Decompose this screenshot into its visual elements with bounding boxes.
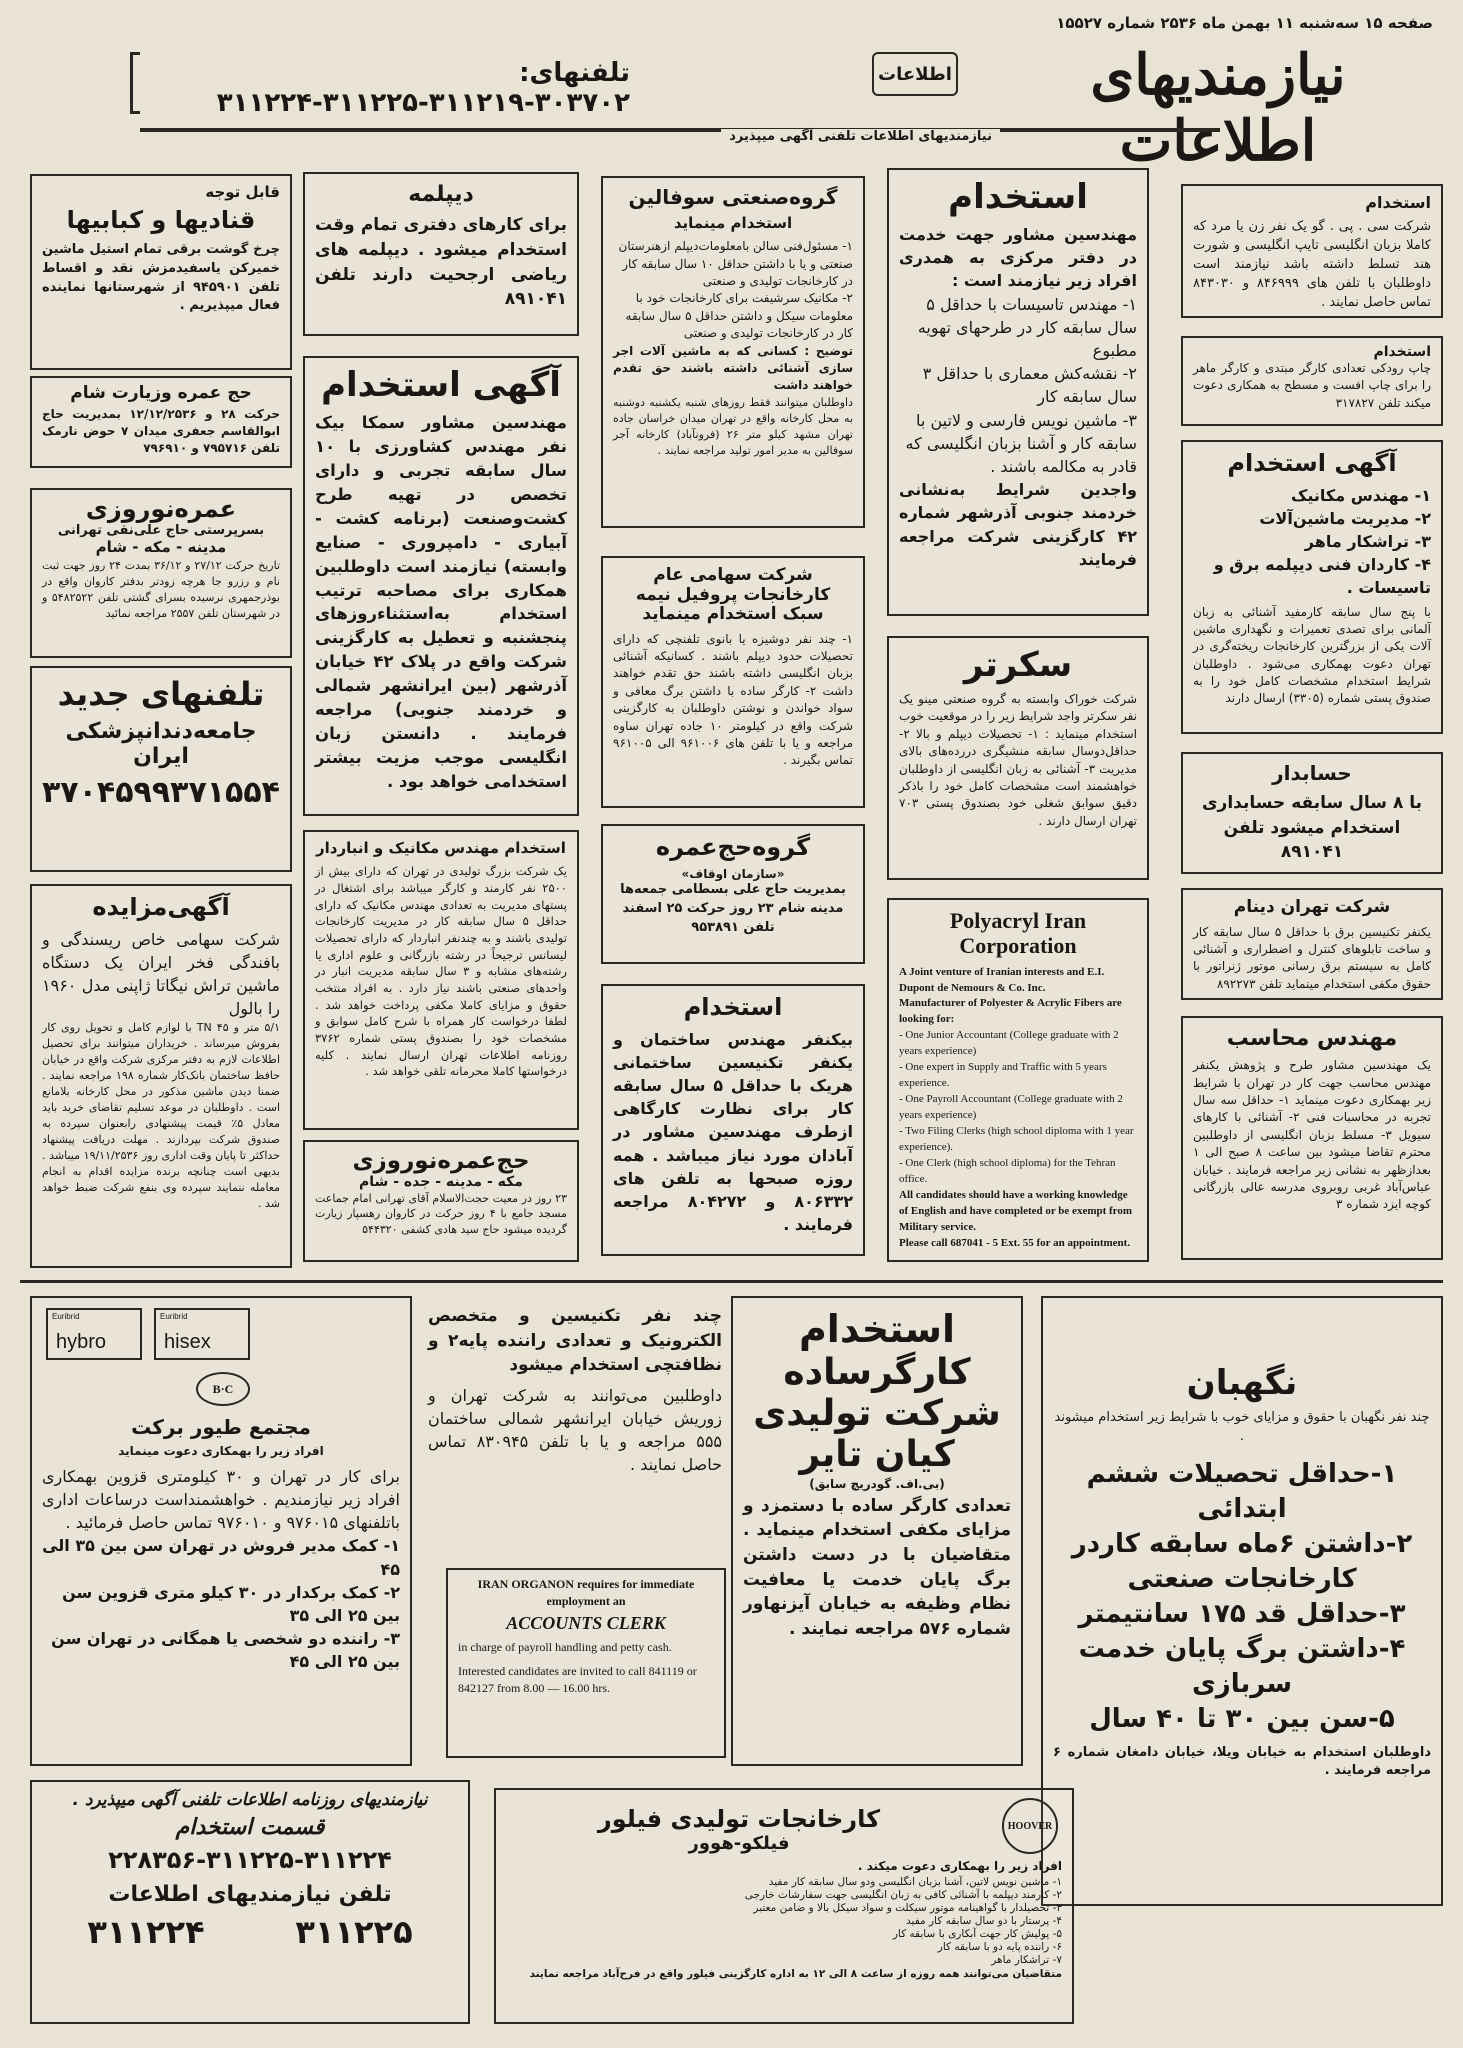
ad-profile-body: ۱- چند نفر دوشیزه یا بانوی تلفنچی که دارای تحصیلات حدود دیپلم باشند . کسانیکه آشنائی بزبان انگلیسی داشته باشند حق تقدم خواهند داشت ۲- کارگر ساده با داشتن برگ معافی و سواد خواندن و نوشتن داوطلبان به کارگزینی شرکت واقع در کیلومتر ۱۰ جاده تهران ساوه مراجعه و یا با تلفن های ۹۶۱۰۰۶ الی ۹۶۱۰۰۵ تماس بگیرند . <box>613 631 853 768</box>
hisex-brand-label: Euribrid <box>160 1312 188 1321</box>
list-item: ۳- تحصیلدار با گواهینامه موتور سیکلت و سواد سیکل بالا و ضامن معتبر <box>753 1901 1062 1914</box>
list-item: ۲- کارمند دیپلمه با آشنائی کافی به زبان انگلیسی جهت سفارشات خارجی <box>744 1888 1062 1901</box>
ad-print-body: چاپ رودکی تعدادی کارگر مبتدی و کارگر ماهر را برای چاپ افست و مسطح به همکاری دعوت میکند تلفن ۳۱۷۸۲۷ <box>1193 361 1431 410</box>
list-item: ۵-سن بین ۳۰ تا ۴۰ سال <box>1089 1704 1395 1735</box>
ad-ccg-hiring <box>1181 184 1443 318</box>
list-item: - One expert in Supply and Traffic with 5 years experience. <box>899 1061 1107 1090</box>
ad-auction-lead: شرکت سهامی خاص ریسندگی و بافندگی فخر ایران یک دستگاه ماشین تراش نیگاتا ژاپنی مدل ۱۹۶۰ را بالول <box>42 929 280 1019</box>
ad-sofalin-note: توضیح : کسانی که به ماشین آلات اجر سازی آشنائی داشته باشند حق تقدم خواهند داشت <box>613 343 853 393</box>
ad-estekhdam-abadan-body: بیکنفر مهندس ساختمان و یکنفر تکنیسین ساختمانی هریک با حداقل ۵ سال سابقه کار برای نظارت کارگاهی ازطرف مهندسین مشاور در آبادان مورد نیاز میباشد . همه روزه صبحها به تلفن های ۸۰۶۳۳۲ و ۸۰۴۲۷۲ مراجعه فرمایند . <box>613 1029 853 1235</box>
ad-organon-role: ACCOUNTS CLERK <box>506 1612 666 1633</box>
hoover-logo-icon <box>1002 1798 1058 1854</box>
list-item: ۱- مهندس تاسیسات با حداقل ۵ سال سابقه کار در طرحهای تهویه مطبوع <box>917 294 1137 361</box>
ad-polyacryl-call: Please call 687041 - 5 Ext. 55 for an appointment. <box>899 1236 1131 1249</box>
ad-hajj-group-sub: «سازمان اوقاف» <box>681 866 785 881</box>
list-item: ۳- راننده دو شخصی یا همگانی در تهران سن بین ۲۵ الی ۴۵ <box>51 1629 400 1672</box>
ad-guard-items <box>1053 1457 1431 1738</box>
masthead-subline <box>140 128 1220 146</box>
ad-guard-sub: چند نفر نگهبان با حقوق و مزایای خوب با شرایط زیر استخدام میشوند . <box>1054 1410 1430 1444</box>
hoover-logo-text: HOOVER <box>1007 1820 1053 1832</box>
ad-hajj-group <box>601 824 865 964</box>
ad-omre-norouzi-route: مدینه - مکه - شام <box>95 537 227 556</box>
masthead-title: نیازمندیهای اطلاعات <box>1090 42 1346 174</box>
ad-phones-numbers: ۲۲۸۳۵۶-۳۱۱۲۲۵-۳۱۱۲۲۴ <box>108 1845 392 1874</box>
list-item: ۵- پولیش کار جهت آبکاری با سابقه کار <box>892 1928 1062 1941</box>
ad-sofalin-sub: استخدام مینماید <box>673 214 793 232</box>
ad-hajj-sham <box>30 376 292 468</box>
hisex-logo <box>154 1308 250 1360</box>
ad-kaboli-body: چرخ گوشت برقی تمام استیل ماشین خمیرکن یاسفیدمزش نقد و اقساط تلفن ۹۴۵۹۰۱ از شهرستانها نماینده فعال میپذیریم . <box>42 241 280 314</box>
ad-estekhdam-main-intro: مهندسین مشاور جهت خدمت در دفتر مرکزی به همدری افراد زیر نیازمند است : <box>899 225 1137 291</box>
list-item: - One Junior Accountant (College graduate with 2 years experience) <box>899 1029 1119 1058</box>
list-item: ۱- کمک مدیر فروش در تهران سن بین ۳۵ الی ۴۵ <box>42 1536 400 1579</box>
ad-hajj-group-body: بمدیریت حاج علی بسطامی جمعه‌ها مدینه‌ شام ۲۳ روز حرکت ۲۵ اسفند تلفن ۹۵۳۸۹۱ <box>620 882 846 936</box>
ad-guard-title: نگهبان <box>1186 1363 1298 1403</box>
ad-electronic-title: چند نفر تکنیسین و متخصص الکترونیک و تعدادی راننده پایه۲ و نظافتچی استخدام میشود <box>428 1306 722 1376</box>
ad-estekhdam-main-outro: واجدین شرایط به‌نشانی خردمند جنوبی آذرشهر شماره ۴۲ کارگزینی شرکت مراجعه فرمایند <box>899 480 1137 569</box>
ad-filvar-outro: متقاضیان می‌توانند همه روزه از ساعت ۸ الی ۱۲ به اداره کارگزینی فیلور واقع در فرح‌آباد مراجعه نمایند <box>529 1967 1062 1980</box>
list-item: - One Payroll Accountant (College graduate with 2 years experience) <box>899 1093 1123 1122</box>
ad-kaboli <box>30 174 292 370</box>
ad-diploma <box>303 172 579 336</box>
ad-phones-num2: ۳۱۱۲۲۴ <box>87 1913 205 1952</box>
list-item: - Two Filing Clerks (high school diploma with 1 year experience). <box>899 1124 1134 1153</box>
list-item: ۱- ماشین نویس لاتین، آشنا بزبان انگلیسی ودو سال سابقه کار مفید <box>768 1875 1062 1888</box>
ad-estekhdam-main <box>887 168 1149 616</box>
ad-polyacryl <box>887 898 1149 1262</box>
list-item: ۳- ماشین نویس فارسی و لاتین با سابقه کار و آشنا بزبان انگلیسی که قادر به مکالمه باشند . <box>905 410 1137 476</box>
ad-filvar-title: کارخانجات تولیدی فیلور <box>597 1805 881 1833</box>
ad-phones-title: نیازمندیهای روزنامه اطلاعات تلفنی آگهی میپذیرد . <box>72 1790 428 1810</box>
list-item: ۶- راننده پایه دو با سابقه کار <box>937 1941 1062 1954</box>
list-item: ۱-حداقل تحصیلات ششم ابتدائی <box>1086 1458 1398 1524</box>
ad-auction <box>30 884 292 1268</box>
ad-organon-call: Interested candidates are invited to call 841119 or 842127 from 8.00 — 16.00 hrs. <box>458 1663 697 1696</box>
ad-dental-title: تلفنهای جدید <box>57 675 265 713</box>
ad-kian-body: تعدادی کارگر ساده با دستمزد و مزایای مکفی استخدام مینماید . متقاضیان با در دست داشتن برگ پایان خدمت یا معافیت نظام وظیفه به خیابان آیزنهاور شماره ۵۷۶ مراجعه نمایند . <box>743 1495 1011 1639</box>
ad-mohasseb-body: یک مهندسین مشاور طرح و پژوهش یکنفر مهندس محاسب جهت کار در تهران با شرایط زیر بهمکاری دعوت مینماید ۱- حداقل سه سال تجربه در محاسبات فنی ۲- آشنائی با کارهای سیویل ۳- مسلط بزبان انگلیسی از داوطلبین محترم تقاضا میشود بین ساعت ۸ صبح الی ۱ بعدازظهر به نشانی زیر مراجعه فرمایند . خیابان عباس‌آباد غربی روبروی مدرسه عالی بازرگانی کوچه ایزد شماره ۳ <box>1193 1058 1431 1212</box>
list-item: ۷- تراشکار ماهر <box>991 1954 1062 1967</box>
ad-omre-norouzi <box>30 488 292 658</box>
hisex-brand: hisex <box>164 1331 211 1353</box>
ad-polyacryl-items <box>899 1028 1137 1187</box>
ad-hybro-items <box>42 1534 400 1673</box>
ad-organon-body: in charge of payroll handling and petty cash. <box>458 1640 672 1655</box>
list-item: ۲- کمک برکدار در ۳۰ کیلو متری قزوین سن بین ۲۵ الی ۳۵ <box>62 1582 400 1625</box>
ad-hybro-tag: افراد زیر را بهمکاری دعوت مینماید <box>118 1444 324 1458</box>
ad-polyacryl-looking: Manufacturer of Polyester & Acrylic Fibers are looking for: <box>899 997 1122 1026</box>
ad-organon <box>446 1568 726 1758</box>
hybro-brand: hybro <box>56 1331 107 1353</box>
ad-filvar-intro: افراد زیر را بهمکاری دعوت میکند . <box>857 1859 1062 1874</box>
ad-dental <box>30 666 292 872</box>
list-item: ۲- مکانیک سرشیفت برای کارخانجات خود با معلومات سیکل و داشتن حداقل ۵ سال سابقه کار در کارخانجات تولیدی و صنعتی <box>625 291 853 341</box>
ad-hajj-group-title: گروه‌حج‌عمره <box>655 833 811 861</box>
ad-estekhdam-abadan <box>601 984 865 1256</box>
section-divider <box>20 1280 1443 1283</box>
ad-anbardar-title: استخدام مهندس مکانیک و انباردار <box>316 839 566 857</box>
ad-dinam-body: یکنفر تکنیسین برق با حداقل ۵ سال سابقه کار و ساخت تابلوهای کنترل و اضطراری و آشنائی کامل به سیستم برق رسانی موتور ژنراتور با حقوق مکفی استخدام مینماید تلفن ۸۹۲۲۷۳ <box>1193 924 1431 991</box>
ad-phones-bottom-row <box>42 1913 458 1951</box>
ad-dinam-title: شرکت تهران دینام <box>1233 897 1391 917</box>
header-phones-bracket <box>130 52 140 114</box>
ad-phones-label: تلفن نیازمندیهای اطلاعات <box>108 1881 392 1907</box>
ad-guard <box>1041 1296 1443 1906</box>
ad-secretary-body: شرکت خوراک وابسته به گروه صنعتی مینو یک نفر سکرتر واجد شرایط زیر را در موقعیت خوب استخدام مینماید : ۱- تحصیلات دیپلم و بالا ۲- حداقل‌دوسال سابقه منشیگری دررده‌های بالای مدیریت ۳- آشنائی به زبان انگلیسی از داوطلبان خواهشمند است مشخصات کامل خود را باذکر دقیق سوابق شغلی خود بصندوق پستی ۷۰۳ تهران ارسال دارند . <box>899 692 1137 828</box>
ad-estekhdam-abadan-title: استخدام <box>683 993 783 1021</box>
ad-diploma-title: دیپلمه <box>408 182 474 207</box>
ad-ccg-body: شرکت سی . پی . گو یک نفر زن یا مرد که کاملا بزبان انگلیسی تایپ انگلیسی و شورت هند تسلط داشته باشد نیازمند است داوطلبان با تلفن های ۸۴۶۹۹۹ و ۸۴۳۰۳۰ تماس حاصل نمایند . <box>1193 219 1431 310</box>
ad-agahi-right <box>1181 440 1443 734</box>
ad-diploma-body: برای کارهای دفتری تمام وقت استخدام میشود . دیپلمه های ریاضی ارجحیت دارند تلفن ۸۹۱۰۴۱ <box>315 215 567 310</box>
ad-agahi-right-title: آگهی استخدام <box>1227 449 1397 477</box>
ad-hesabdar-title: حسابدار <box>1272 761 1352 785</box>
ad-phones-num1: ۳۱۱۲۲۵ <box>295 1913 413 1952</box>
list-item: ۴- پرستار با دو سال سابقه کار مفید <box>906 1915 1062 1928</box>
ad-kian-title: استخدام <box>798 1307 956 1351</box>
ad-agahi-right-body: با پنج سال سابقه کارمفید آشنائی به زبان آلمانی برای تصدی تعمیرات و نگهداری ماشین آلات یکی از بزرگترین کارخانجات ریخته‌گری در تهران دعوت بهمکاری می‌شود . داوطلبان شرایط استخدام مشخصات کامل خود را به صندوق پستی شماره (۳۳۰۵) ارسال دارند <box>1193 604 1431 706</box>
list-item: ۲- نقشه‌کش معماری با حداقل ۳ سال سابقه کار <box>922 364 1137 407</box>
ad-auction-body: ۵/۱ متر و ۴۵ TN با لوازم کامل و تحویل روی کار بفروش میرساند . خریداران میتوانند برای تحصیل اطلاعات لازم به دفتر مرکزی شرکت واقع در خیابان حافظ ساختمان بانک‌کار شماره ۱۹۸ مراجعه نمایند . ضمنا دیدن ماشین مذکور در محل کارخانه بلامانع است . داوطلبان در موعد تسلیم تقاضای خرید باید معادل ۵٪ قیمت پیشنهادی رابعنوان سپرده به صندوق شرکت بپردازند . مهلت دریافت پیشنهاد حداکثر تا پایان وقت اداری روز ۱۹/۱۱/۲۵۳۶ میباشد . بدیهی است چنانچه برنده مزایده اقدام به انجام معامله ننمایند سپرده وی بنفع شرکت ضبط خواهد شد . <box>42 1021 281 1210</box>
list-item: ۴-داشتن برگ پایان خدمت سربازی <box>1078 1634 1406 1700</box>
list-item: - One Clerk (high school diploma) for the Tehran office. <box>899 1156 1116 1185</box>
ad-auction-title: آگهی‌مزایده <box>92 893 230 921</box>
ad-guard-outro: داوطلبان استخدام به خیابان ویلا، خیابان دامغان شماره ۶ مراجعه فرمایند . <box>1053 1744 1431 1779</box>
ad-kian-sub1: کارگرساده <box>783 1351 971 1393</box>
ad-secretary <box>887 636 1149 880</box>
ad-dental-sub: جامعه‌دندانپزشکی ایران <box>65 718 257 770</box>
list-item: ۱- مسئول‌فنی سالن بامعلومات‌دیپلم ازهنرستان صنعتی و یا با داشتن حداقل ۱۰ سال سابقه کار در کارخانجات تولیدی و صنعتی <box>618 239 853 289</box>
ad-kian-sub2: شرکت تولیدی <box>753 1393 1001 1435</box>
list-item: ۳- تراشکار ماهر <box>1304 531 1431 551</box>
ad-hybro-body: برای کار در تهران و ۳۰ کیلومتری قزوین بهمکاری افراد زیر نیازمندیم . خواهشمنداست درساعات اداری باتلفنهای ۹۷۶۰۱۵ و ۹۷۶۰۱۰ تماس حاصل فرمائید . <box>42 1466 401 1533</box>
ad-mohasseb-title: مهندس محاسب <box>1226 1026 1398 1051</box>
list-item: ۲-داشتن ۶ماه سابقه‌ کاردر کارخانجات صنعتی <box>1071 1528 1413 1595</box>
ad-profile-title: شرکت سهامی عام کارخانجات پروفیل نیمه سبک استخدام مینماید <box>635 565 831 625</box>
ad-print-title: استخدام <box>1373 344 1431 360</box>
ad-print-hiring <box>1181 336 1443 426</box>
ad-estekhdam-main-title: استخدام <box>948 177 1088 217</box>
ad-hybro <box>30 1296 412 1766</box>
ad-agahi-right-items <box>1193 484 1431 600</box>
ad-phones <box>30 1780 470 2024</box>
ad-filvar-sub: فیلکو-هوور <box>688 1832 790 1854</box>
ad-polyacryl-title: Polyacryl Iran Corporation <box>949 908 1087 959</box>
ad-simka-title: آگهی استخدام <box>321 365 561 405</box>
page-info: صفحه ۱۵ سه‌شنبه ۱۱ بهمن ماه ۲۵۳۶ شماره ۱۵۵۲۷ <box>1056 14 1433 32</box>
header-phones: تلفنهای: ۳۰۳۷۰۲-۳۱۱۲۱۹-۳۱۱۲۲۵-۳۱۱۲۲۴ <box>216 58 630 118</box>
ad-omre-norouzi-title: عمره‌نوروزی <box>85 495 237 523</box>
ad-hybro-company: مجتمع طیور برکت <box>131 1415 311 1439</box>
ad-simka <box>303 356 579 816</box>
ad-hajj-norouzi-body: ۲۳ روز در معیت حجت‌الاسلام آقای تهرانی امام جماعت مسجد جامع با ۴ روز حرکت در کاروان رهسپار زیارت گردیده میشود حاج سید هادی کشفی ۵۴۴۳۲۰ <box>315 1191 567 1237</box>
ad-hajj-norouzi-sub: مکه - مدینه - جده - شام <box>359 1174 523 1191</box>
list-item: ۱- مهندس مکانیک <box>1290 485 1431 505</box>
ad-hesabdar-body: با ۸ سال سابقه حسابداری استخدام میشود تلفن ۸۹۱۰۴۱ <box>1201 793 1423 863</box>
ad-filvar-items <box>506 1876 1062 1968</box>
ad-estekhdam-main-items <box>899 293 1137 479</box>
ad-dinam <box>1181 888 1443 1000</box>
ad-anbardar-body: یک شرکت بزرگ تولیدی در تهران که دارای بیش از ۲۵۰۰ نفر کارمند و کارگر میباشد برای اشتغال در پستهای مدیریت به تعدادی مهندس مکانیک که دارای حداقل ۵ سال سابقه کار در مدیریت کارخانجات تولیدی باشند و به چندنفر انباردار که دارای تحصیلات لیسانس ترجیحاً در رشته بازرگانی و علوم اداری یا رشته‌های مشابه و ۳ سال سابقه مدیریت انبار در واحد‌های صنعتی باشند نیاز دارد . به افراد منتخب حقوق و مزایای کاملا مکفی پرداخت خواهد شد . لطفا درخواست کار همراه با شرح کامل سوابق و مشخصات خود را بصندوق پستی شماره ۳۷۶۲ روزنامه اطلاعات تهران ارسال نمایند . کلیه درخواستها کاملا محرمانه تلقی خواهد شد . <box>315 864 567 1079</box>
ad-polyacryl-note: All candidates should have a working knowledge of English and have completed or be exempt from Military service. <box>899 1188 1133 1233</box>
ad-sofalin <box>601 176 865 528</box>
ad-kian-note: (بی.اف. گودریچ سابق) <box>809 1476 945 1491</box>
ad-filvar <box>494 1788 1074 2024</box>
ad-organon-title: IRAN ORGANON requires for immediate employment an <box>477 1577 695 1609</box>
list-item: ۳-حداقل قد ۱۷۵ سانتیمتر <box>1078 1599 1406 1630</box>
logo-text: اطلاعات <box>878 63 952 85</box>
ad-kian-sub3: کیان تایر <box>799 1434 955 1476</box>
ad-kaboli-title: قابل توجه <box>205 183 280 201</box>
hybro-brand-label: Euribrid <box>52 1312 80 1321</box>
bc-logo-icon <box>196 1372 250 1406</box>
ad-hesabdar <box>1181 752 1443 874</box>
ad-sofalin-title: گروه‌صنعتی سوفالین <box>628 185 838 209</box>
ad-hajj-sham-title: حج عمره وزیارت شام <box>70 383 252 403</box>
bc-logo-text: B·C <box>212 1381 234 1396</box>
list-item: ۲- مدیریت ماشین‌آلات <box>1259 508 1431 528</box>
ad-sofalin-outro: داوطلبان میتوانند فقط روزهای شنبه یکشنبه دوشنبه به محل کارخانه واقع در تهران میدان خراسان جاده تهران مشهد کیلو متر ۲۶ (فرونآباد) کارخانه آجر سوفالین به مدیر امور تولید مراجعه نمایند . <box>613 395 853 457</box>
ad-mohasseb <box>1181 1016 1443 1260</box>
ad-hajj-sham-body: حرکت ۲۸ و ۱۲/۱۲/۲۵۳۶ بمدیریت حاج ابوالقاسم جعفری میدان ۷ حوض نارمک تلفن ۷۹۵۷۱۶ و ۷۹۶۹۱۰ <box>42 406 280 456</box>
ad-hajj-norouzi-title: حج‌عمره‌نوروزی <box>352 1148 530 1174</box>
ad-dental-phones: ۳۷۰۴۵۹۹۳۷۱۵۵۴ <box>41 775 280 811</box>
ad-polyacryl-intro: A Joint venture of Iranian interests and E.I. Dupont de Nemours & Co. Inc. <box>899 965 1105 994</box>
ad-omre-norouzi-sub: بسرپرستی حاج علی‌نقی تهرانی <box>57 522 265 538</box>
ad-hajj-norouzi <box>303 1140 579 1262</box>
ad-phones-sub: قسمت استخدام <box>175 1814 325 1840</box>
ad-ccg-title: استخدام <box>1365 193 1431 212</box>
ad-simka-body: مهندسین مشاور سمکا بیک نفر مهندس کشاورزی با ۱۰ سال سابقه تجربی و دارای تخصص در تهیه طرح کشت‌وصنعت (برنامه کشت - آبیاری - دامپروری - صنایع وابسته) نیازمند است داوطلبین همکاری برای مصاحبه ترتیب استخدام به‌استثناءروزهای پنجشنبه و تعطیل به کارگزینی شرکت واقع در پلاک ۴۲ خیابان آذرشهر (بین ایرانشهر شمالی و خردمند جنوبی) مراجعه فرمایند . دانستن زبان انگلیسی موجب مزیت بیشتر استخدامی خواهد بود . <box>315 413 567 791</box>
ad-electronic <box>420 1300 730 1560</box>
ad-kaboli-big: قنادیها و کبابیها <box>66 206 256 235</box>
ad-profile <box>601 556 865 808</box>
ad-secretary-title: سکرتر <box>963 645 1073 685</box>
ad-sofalin-items <box>613 238 853 342</box>
hybro-logo <box>46 1308 142 1360</box>
subline-text: نیازمندیهای اطلاعات تلفنی آگهی میپذیرد <box>721 129 1000 144</box>
list-item: ۴- کاردان فنی دیپلمه برق و تاسیسات . <box>1213 555 1431 598</box>
ad-electronic-body: داوطلبین می‌توانند به شرکت تهران و زوریش خیابان ایرانشهر شمالی ساختمان ۵۵۵ مراجعه و یا با تلفن ۸۳۰۹۴۵ تماس حاصل نمایند . <box>428 1385 722 1475</box>
masthead-logo <box>872 52 958 96</box>
ad-kian-tire <box>731 1296 1023 1766</box>
ad-anbardar <box>303 830 579 1130</box>
ad-omre-norouzi-body: تاریخ حرکت ۲۷/۱۲ و ۳۶/۱۲ بمدت ۲۴ روز جهت ثبت نام و رزرو جا هرچه زودتر بدفتر کاروان واقع در بوذرجمهری نرسیده بسرای گشتی تلفن ۵۴۸۲۵۲۲ و در شهرستان تلفن ۲۵۵۷ مراجعه نمائید <box>42 558 281 620</box>
